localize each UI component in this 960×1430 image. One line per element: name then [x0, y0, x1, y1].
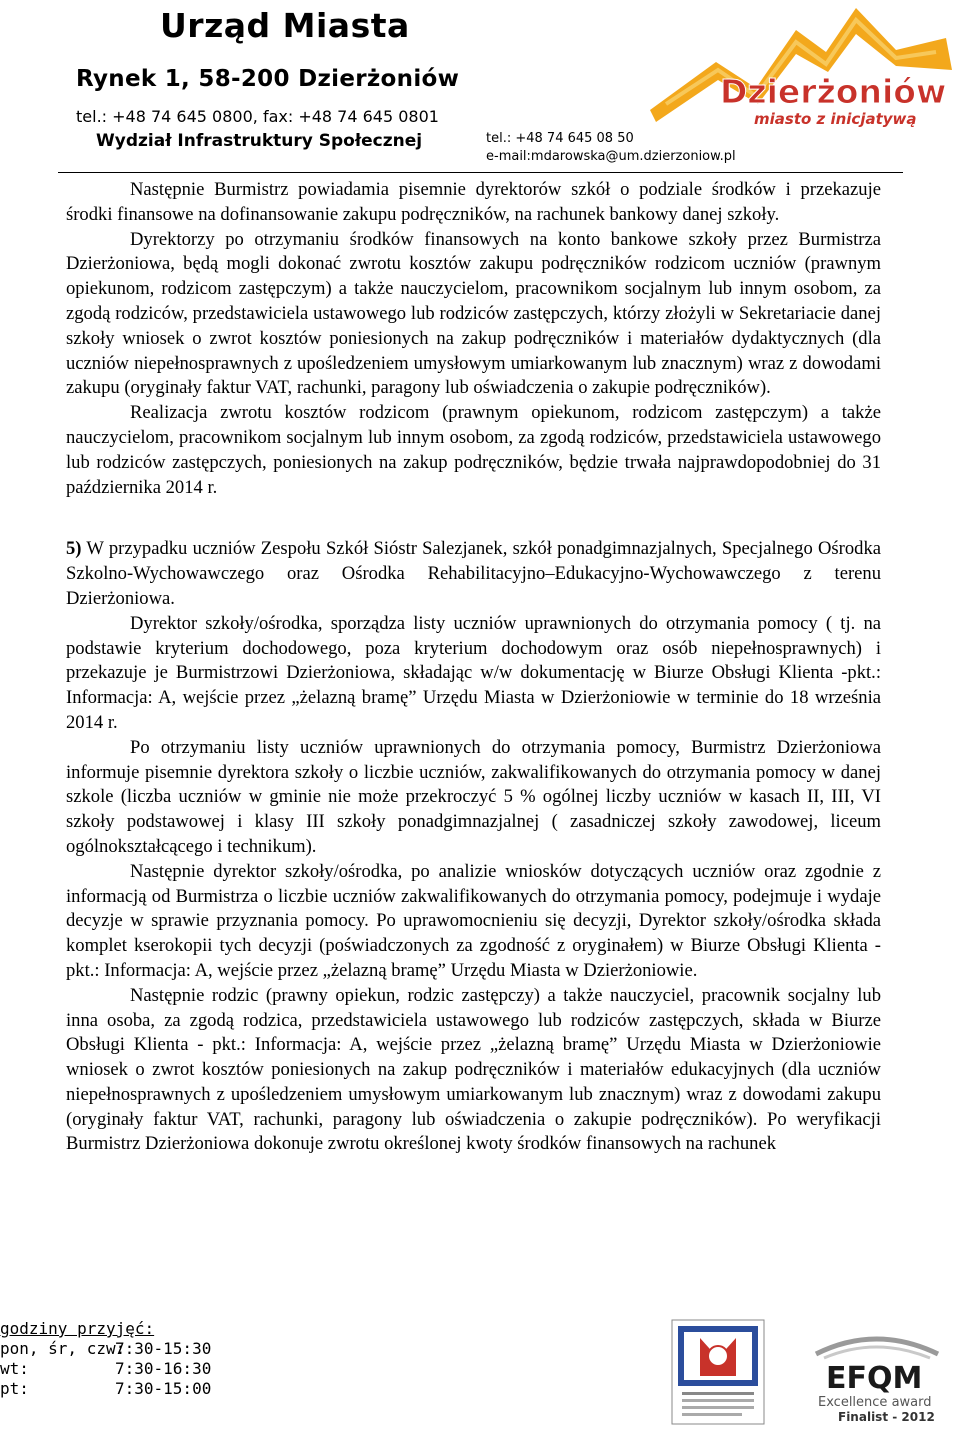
logo-tagline: miasto z inicjatywą	[754, 110, 917, 128]
department-contact	[486, 130, 736, 166]
logo-wordmark: Dzierżoniów	[720, 72, 947, 111]
office-hours-row: pt: 7:30-15:00	[0, 1379, 212, 1398]
office-title: Urząd Miasta	[160, 6, 410, 45]
department-email: e-mail:mdarowska@um.dzierzoniow.pl	[486, 149, 736, 164]
section-paragraph	[66, 537, 881, 611]
paragraph: Następnie Burmistrz powiadamia pisemnie dyrektorów szkół o podziale środków i przekazuje środki finansowe na dofinansowanie zakupu podręczników, na rachunek bankowy danej szkoły.	[66, 179, 881, 225]
paragraph: Dyrektorzy po otrzymaniu środków finansowych na konto bankowe szkoły przez Burmistrza Dzierżoniowa, będą mogli dokonać zwrotu kosztów zakupu podręczników rodzicom uczniów (prawnym opiekunom, rodzicom zastępczym) a także nauczycielom, pracownikom socjalnym lub innym osobom, za zgodą rodziców, przedstawiciela ustawowego lub rodziców zastępczych, którzy złożyli w Sekretariacie danej szkoły wniosek o zwrot kosztów poniesionych na zakup podręczników i materiałów dydaktycznych (dla uczniów niepełnosprawnych z upośledzeniem umysłowym umiarkowanym lub znacznym) wraz z dowodami zakupu (oryginały faktur VAT, rachunki, paragony lub oświadczenia o zakupie podręczników).	[66, 228, 881, 399]
quality-certificate-logo	[670, 1318, 766, 1426]
efqm-title: EFQM	[826, 1361, 923, 1396]
paragraph: Realizacja zwrotu kosztów rodzicom (prawnym opiekunom, rodzicom zastępczym) a także nauczycielom, pracownikom socjalnym lub innym osobom, za zgodą rodziców, przedstawiciela ustawowego lub rodziców zastępczych, poniesionych na zakup podręczników, będzie trwała najprawdopodobniej do 31 października 2014 r.	[66, 402, 881, 498]
office-hours-row: wt: 7:30-16:30	[0, 1359, 212, 1378]
department-name: Wydział Infrastruktury Społecznej	[96, 131, 423, 151]
dzierzoniow-logo	[646, 0, 956, 130]
department-phone: tel.: +48 74 645 08 50	[486, 131, 634, 146]
efqm-award-text: Excellence award	[818, 1395, 932, 1410]
paragraph: Dyrektor szkoły/ośrodka, sporządza listy uczniów uprawnionych do otrzymania pomocy ( tj. na podstawie kryterium dochodowego, poza kryterium dochodowym oraz osób niepełnosprawnych) i przekazuje je Burmistrzowi Dzierżoniowa, składając w/w dokumentację w Biurze Obsługi Klienta -pkt.: Informacja: A, wejście przez „żelazną bramę” Urzędu Miasta w Dzierżoniowie w terminie do 18 września 2014 r.	[66, 612, 881, 733]
section-number: 5)	[66, 538, 82, 560]
paragraph: Następnie dyrektor szkoły/ośrodka, po analizie wniosków dotyczących uczniów oraz zgodnie z informacją od Burmistrza o liczbie uczniów zakwalifikowanych do otrzymania pomocy, podejmuje i wydaje decyzje w sprawie przyznania pomocy. Po uprawomocnieniu się decyzji, Dyrektor szkoły/ośrodka składa komplet kserokopii tych decyzji (poświadczonych za zgodność z oryginałem) w Biurze Obsługi Klienta -pkt.: Informacja: A, wejście przez „żelazną bramę” Urzędu Miasta w Dzierżoniowie.	[66, 860, 881, 981]
efqm-finalist-text: Finalist - 2012	[838, 1410, 935, 1424]
header-divider	[58, 172, 903, 173]
office-phone-fax: tel.: +48 74 645 0800, fax: +48 74 645 0801	[76, 107, 439, 126]
paragraph: Następnie rodzic (prawny opiekun, rodzic zastępczy) a także nauczyciel, pracownik socjalny lub inna osoba, za zgodą rodzica, przedstawiciela ustawowego lub rodziców zastępczych, składa w Biurze Obsługi Klienta - pkt.: Informacja: A, wejście przez „żelazną bramę” Urzędu Miasta w Dzierżoniowie wniosek o zwrot kosztów poniesionych na zakup podręczników i materiałów edukacyjnych (dla uczniów niepełnosprawnych z upośledzeniem umysłowym umiarkowanym lub znacznym) wraz z dowodami zakupu (oryginały faktur VAT, rachunki, paragony lub oświadczenia o zakupie podręczników). Po weryfikacji Burmistrz Dzierżoniowa dokonuje zwrotu określonej kwoty środków finansowych na rachunek	[66, 984, 881, 1155]
office-hours-row: pon, śr, czw: 7:30-15:30	[0, 1339, 212, 1358]
office-hours	[0, 1319, 211, 1399]
efqm-award-logo	[812, 1326, 942, 1424]
document-body	[66, 178, 881, 1157]
section-text: W przypadku uczniów Zespołu Szkół Sióstr Salezjanek, szkół ponadgimnazjalnych, Specjalnego Ośrodka Szkolno-Wychowawczego oraz Ośrodka Rehabilitacyjno–Edukacyjno-Wychowawczego z terenu Dzierżoniowa.	[66, 538, 881, 609]
office-address: Rynek 1, 58-200 Dzierżoniów	[76, 66, 460, 92]
office-hours-label: godziny przyjęć:	[0, 1319, 155, 1338]
paragraph: Po otrzymaniu listy uczniów uprawnionych do otrzymania pomocy, Burmistrz Dzierżoniowa informuje pisemnie dyrektora szkoły o liczbie uczniów, zakwalifikowanych do otrzymania pomocy w danej szkole (liczba uczniów w gminie nie może przekroczyć 5 % ogólnej liczby uczniów w kasach II, III, VI szkoły podstawowej i klasy III szkoły ponadgimnazjalnej ( zasadniczej szkoły zawodowej, liceum ogólnokształcącego i technikum).	[66, 736, 881, 857]
